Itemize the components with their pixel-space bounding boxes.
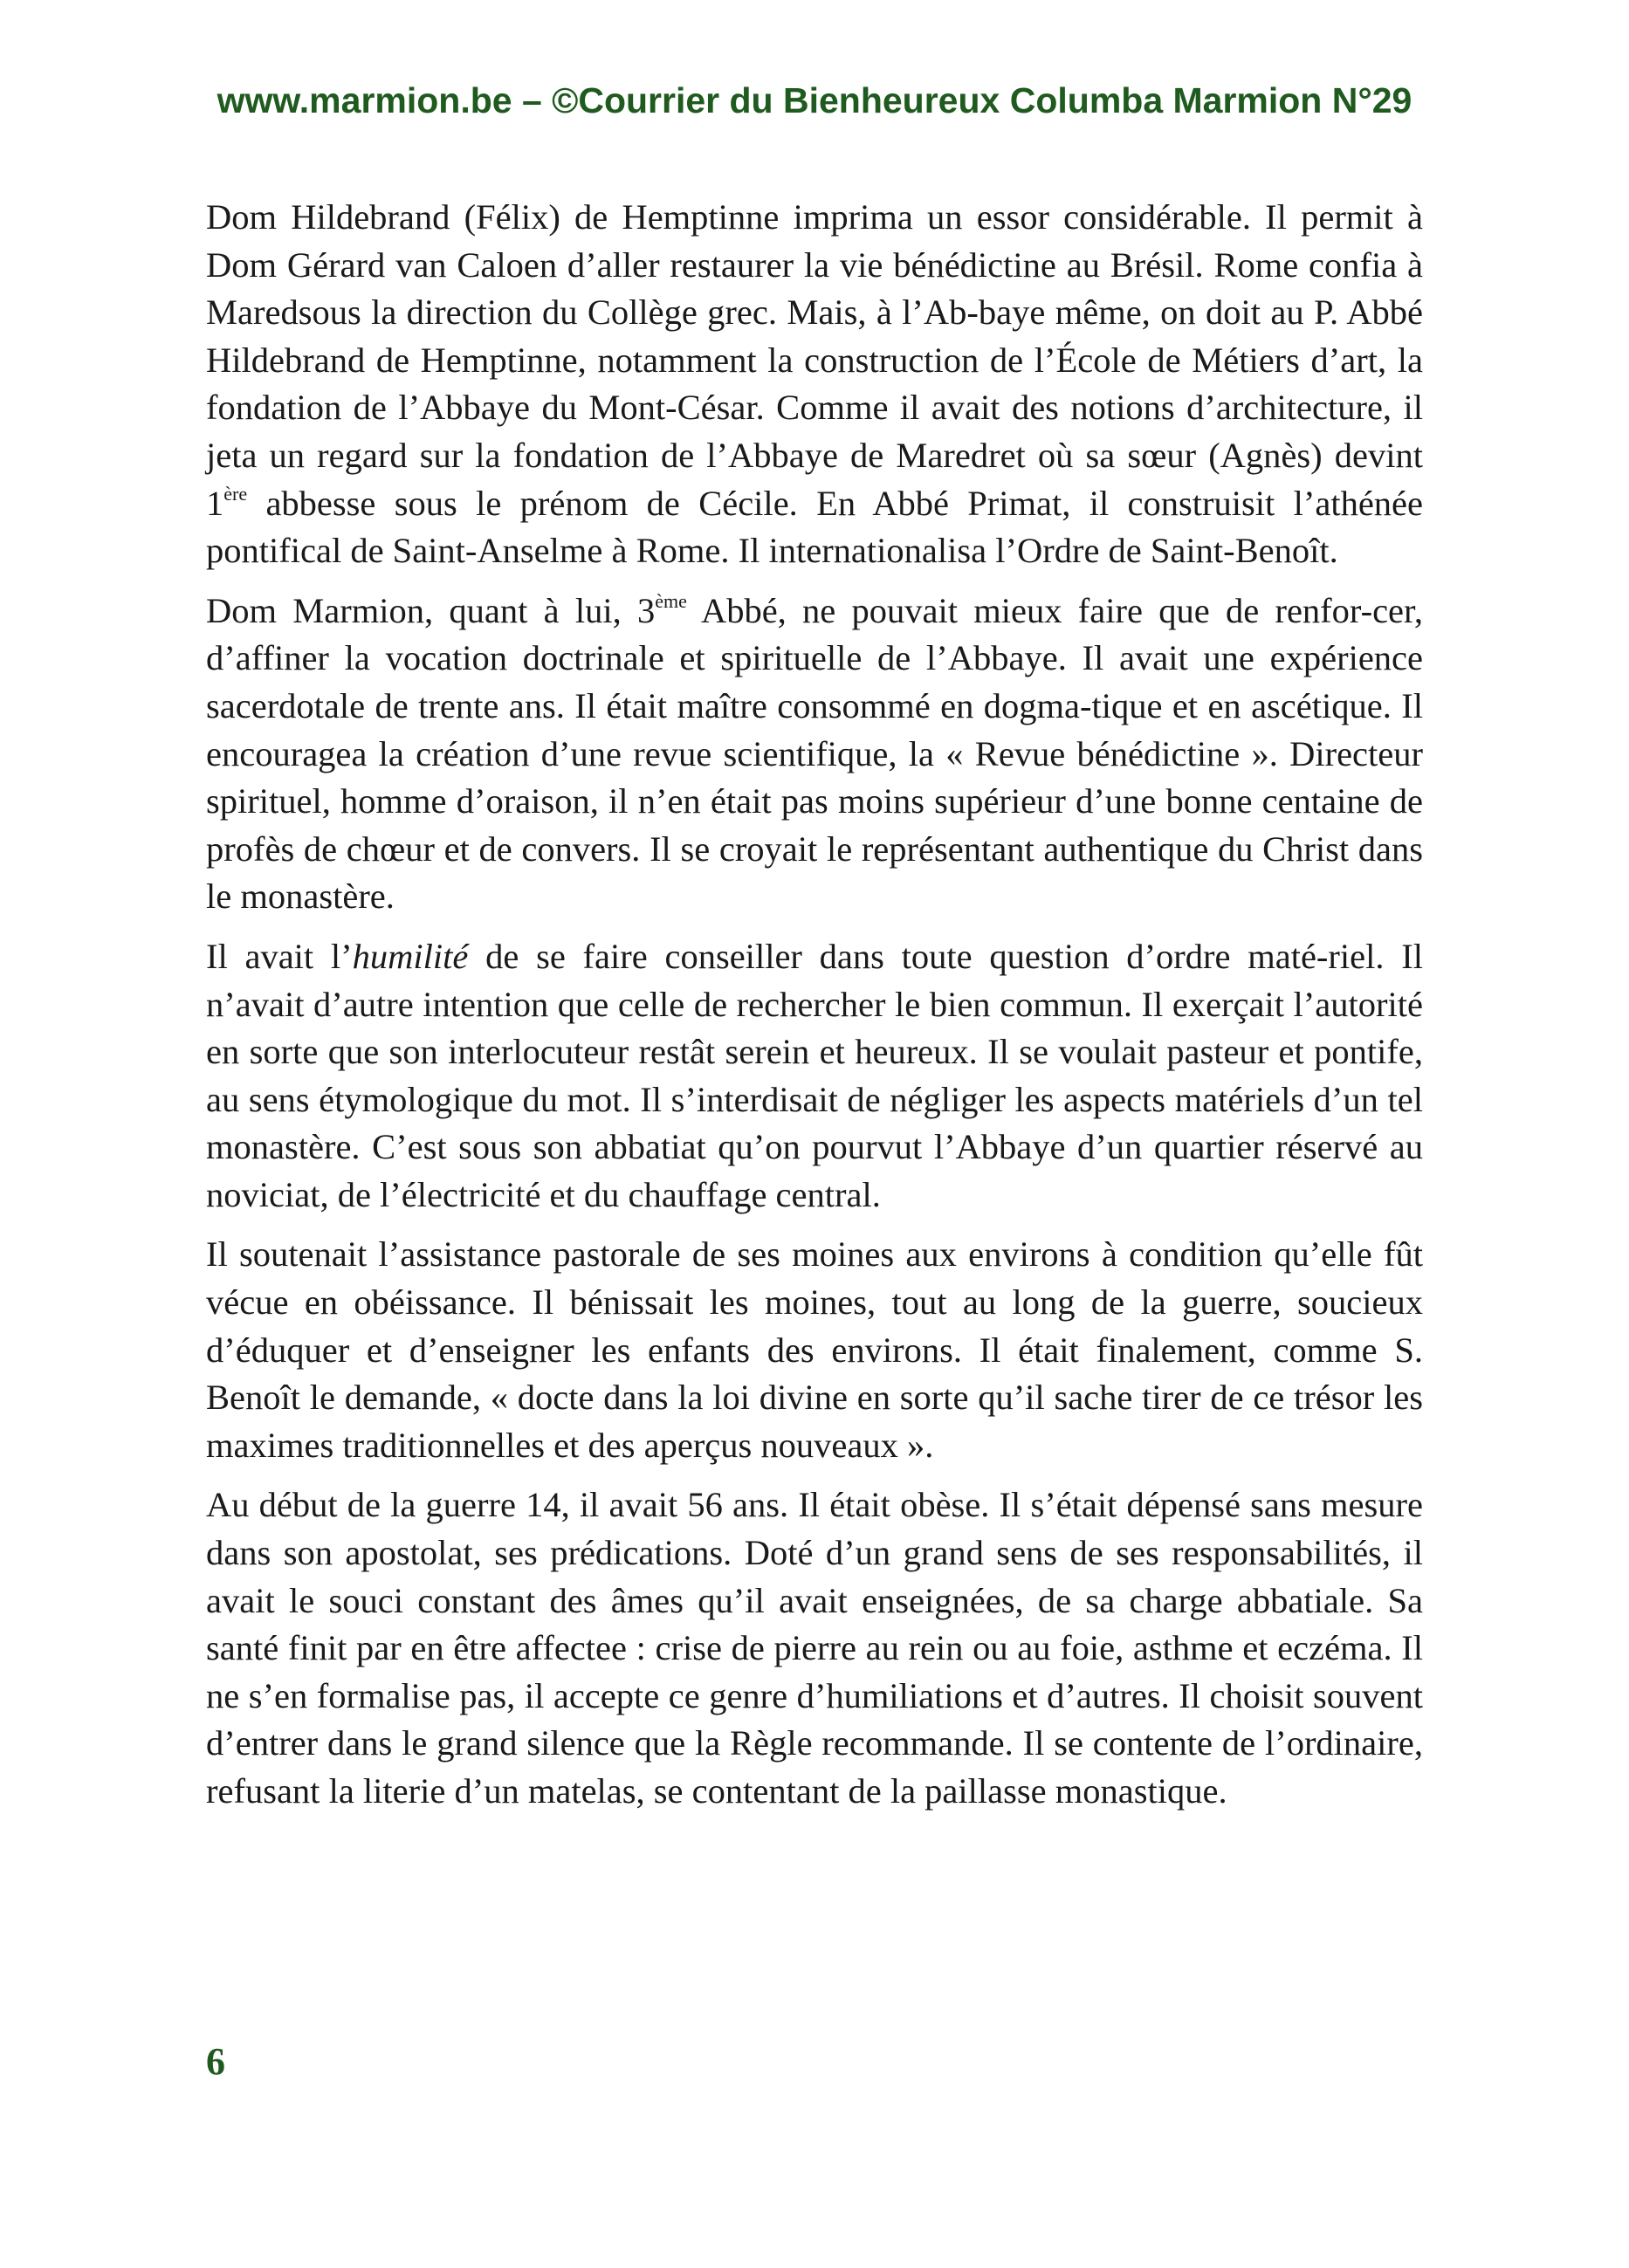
page-number: 6 (206, 2040, 225, 2083)
paragraph-3-text-a: Il avait l’ (206, 936, 353, 976)
article-body (206, 194, 1423, 1828)
paragraph-3 (206, 933, 1423, 1220)
paragraph-2-text-a: Dom Marmion, quant à lui, 3 (206, 590, 656, 630)
paragraph-1-text-b: abbesse sous le prénom de Cécile. En Abbé Primat, il construisit l’athénée pontifical de Saint-Anselme à Rome. Il internationalisa l’Ordre de Saint-Benoît. (206, 483, 1423, 571)
paragraph-2 (206, 588, 1423, 921)
paragraph-4: Il soutenait l’assistance pastorale de ses moines aux environs à condition qu’elle fût vécue en obéissance. Il bénissait les moines, tout au long de la guerre, soucieux d’éduquer et d’enseigner les enfants des environs. Il était finalement, comme S. Benoît le demande, « docte dans la loi divine en sorte qu’il sache tirer de ce trésor les maximes traditionnelles et des aperçus nouveaux ». (206, 1234, 1423, 1465)
page-header: www.marmion.be – ©Courrier du Bienheureux Columba Marmion N°29 (217, 80, 1412, 120)
paragraph-1 (206, 194, 1423, 575)
superscript-eme: ème (655, 589, 687, 612)
paragraph-1-text-a: Dom Hildebrand (Félix) de Hemptinne imprima un essor considérable. Il permit à Dom Gérard van Caloen d’aller restaurer la vie bénédictine au Brésil. Rome confia à Maredsous la direction du Collège grec. Mais, à l’Ab-baye même, on doit au P. Abbé Hildebrand de Hemptinne, notamment la construction de l’École de Métiers d’art, la fondation de l’Abbaye du Mont-César. Comme il avait des notions d’architecture, il jeta un regard sur la fondation de l’Abbaye de Maredret où sa sœur (Agnès) devint 1 (206, 197, 1423, 523)
paragraph-5: Au début de la guerre 14, il avait 56 ans. Il était obèse. Il s’était dépensé sans mesure dans son apostolat, ses prédications. Doté d’un grand sens de ses responsabilités, il avait le souci constant des âmes qu’il avait enseignées, de sa charge abbatiale. Sa santé finit par en être affectee : crise de pierre au rein ou au foie, asthme et eczéma. Il ne s’en formalise pas, il accepte ce genre d’humiliations et d’autres. Il choisit souvent d’entrer dans le grand silence que la Règle recommande. Il se contente de l’ordinaire, refusant la literie d’un matelas, se contentant de la paillasse monastique. (206, 1485, 1423, 1811)
paragraph-2-text-b: Abbé, ne pouvait mieux faire que de renfor-cer, d’affiner la vocation doctrinale et spirituelle de l’Abbaye. Il avait une expérience sacerdotale de trente ans. Il était maître consommé en dogma-tique et en ascétique. Il encouragea la création d’une revue scientifique, la « Revue bénédictine ». Directeur spirituel, homme d’oraison, il n’en était pas moins supérieur d’une bonne centaine de profès de chœur et de convers. Il se croyait le représentant authentique du Christ dans le monastère. (206, 590, 1424, 917)
emphasis-humilite: humilité (352, 936, 469, 976)
superscript-ere: ère (223, 482, 248, 505)
paragraph-3-text-b: de se faire conseiller dans toute question d’ordre maté-riel. Il n’avait d’autre intention que celle de rechercher le bien commun. Il exerçait l’autorité en sorte que son interlocuteur restât serein et heureux. Il se voulait pasteur et pontife, au sens étymologique du mot. Il s’interdisait de négliger les aspects matériels d’un tel monastère. C’est sous son abbatiat qu’on pourvut l’Abbaye d’un quartier réservé au noviciat, de l’électricité et du chauffage central. (206, 936, 1423, 1214)
